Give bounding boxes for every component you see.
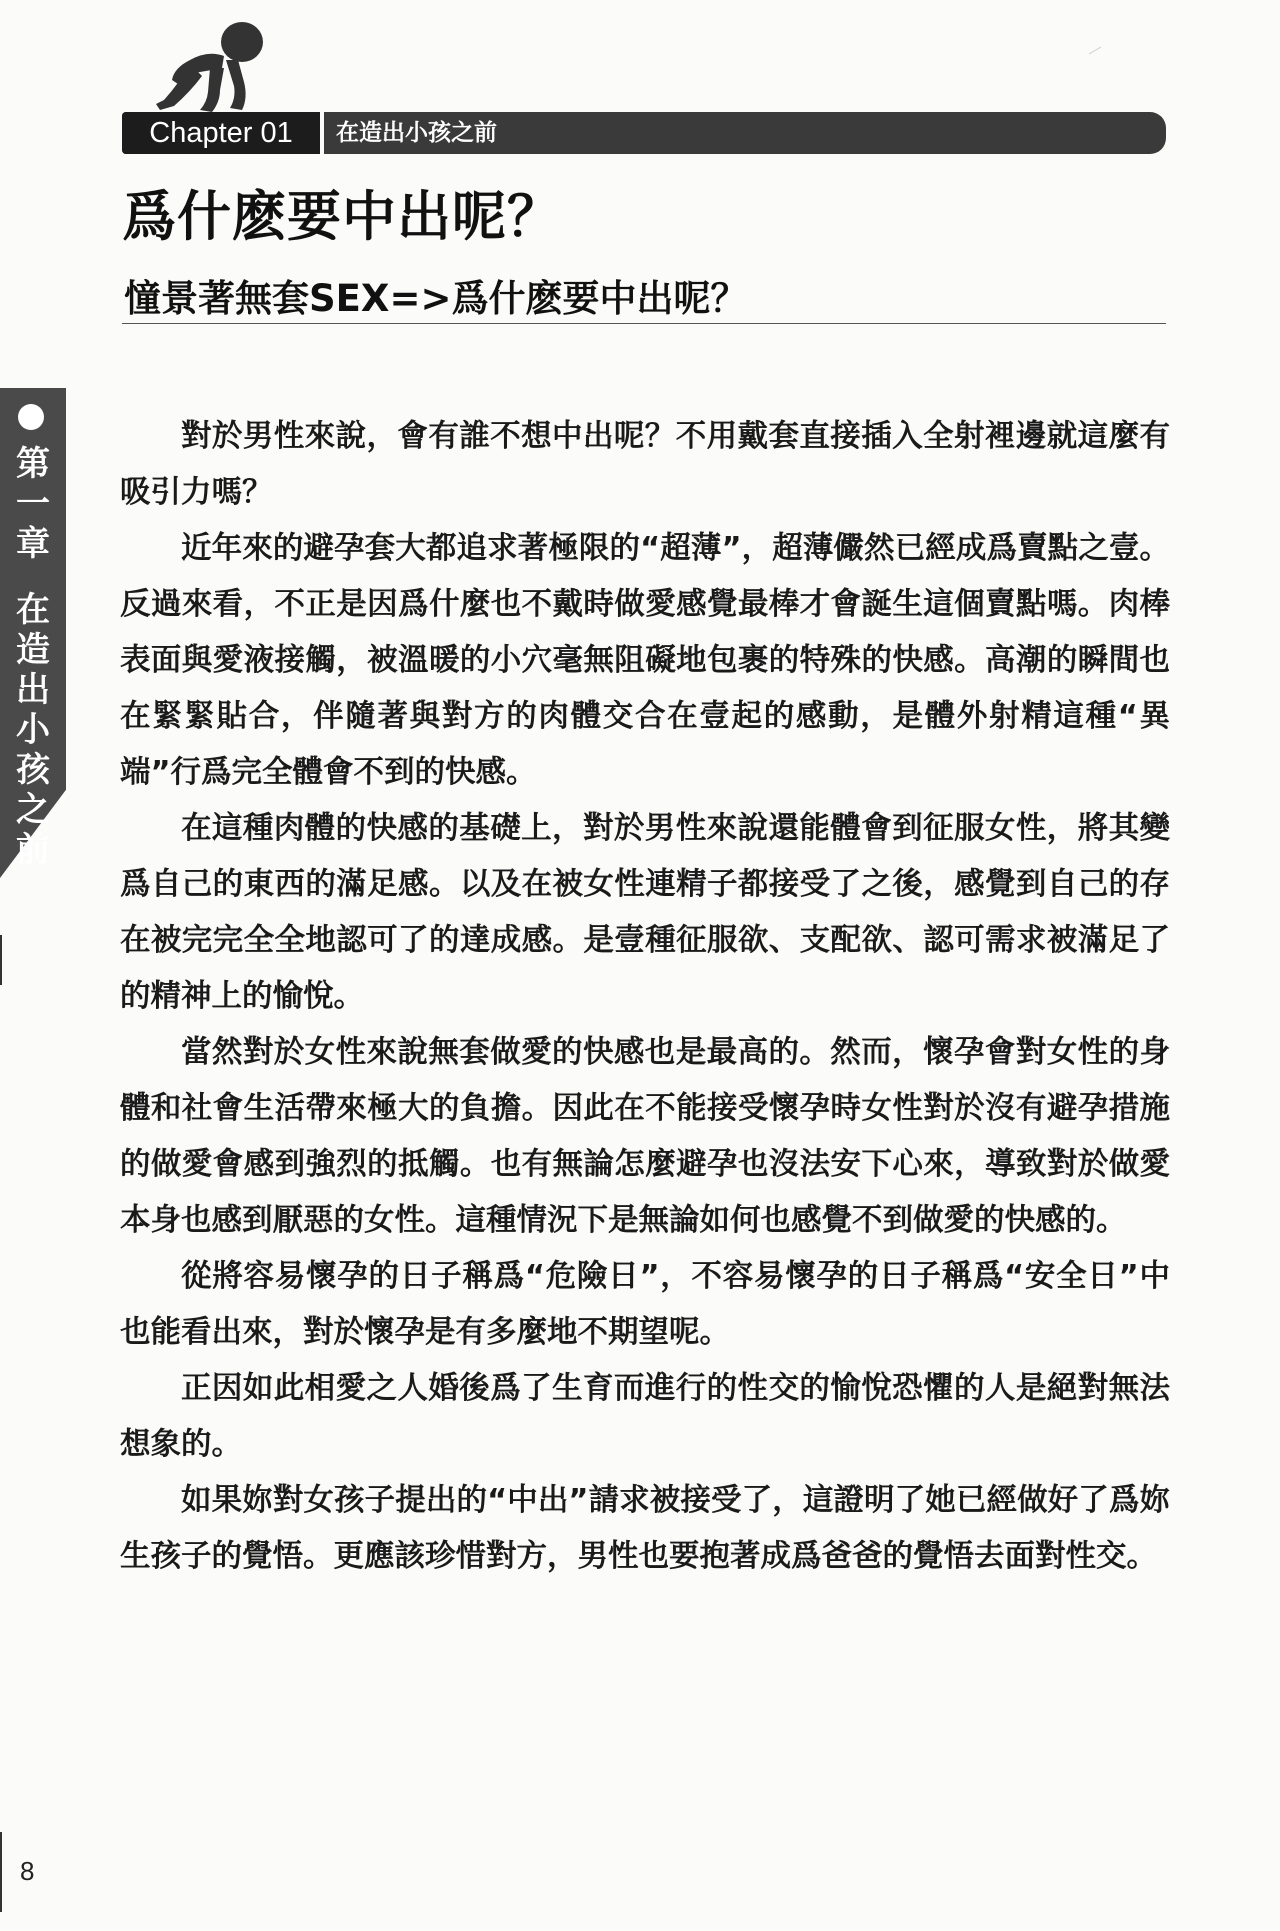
chapter-label: Chapter 01 [122,112,320,154]
paragraph: 近年來的避孕套大都追求著極限的“超薄”，超薄儼然已經成爲賣點之壹。反過來看，不正是因爲什麼也不戴時做愛感覺最棒才會誕生這個賣點嗎。肉棒表面與愛液接觸，被溫暖的小穴毫無阻礙地包裹的特殊的快感。高潮的瞬間也在緊緊貼合，伴隨著與對方的肉體交合在壹起的感動，是體外射精這種“異端”行爲完全體會不到的快感。 [120,531,1170,790]
page-edge-line [0,935,2,985]
side-char: 孩 [16,750,50,790]
side-char: 第 [16,444,50,484]
title-divider [122,323,1166,324]
chapter-header-bar [122,112,1166,154]
side-char: 前 [16,830,50,870]
paragraph: 在這種肉體的快感的基礎上，對於男性來說還能體會到征服女性，將其變爲自己的東西的滿足感。以及在被女性連精子都接受了之後，感覺到自己的存在被完完全全地認可了的達成感。是壹種征服欲、支配欲、認可需求被滿足了的精神上的愉悅。 [120,811,1170,1014]
side-char: 在 [16,590,50,630]
paragraph: 當然對於女性來說無套做愛的快感也是最高的。然而，懷孕會對女性的身體和社會生活帶來極大的負擔。因此在不能接受懷孕時女性對於沒有避孕措施的做愛會感到強烈的抵觸。也有無論怎麼避孕也沒法安下心來，導致對於做愛本身也感到厭惡的女性。這種情況下是無論如何也感覺不到做愛的快感的。 [120,1035,1170,1238]
page-title: 爲什麽要中出呢？ [122,185,562,248]
side-char: 造 [16,630,50,670]
bullet-dot-icon [18,404,44,430]
paragraph: 對於男性來說，會有誰不想中出呢？不用戴套直接插入全射裡邊就這麼有吸引力嗎？ [120,419,1170,510]
paragraph: 正因如此相愛之人婚後爲了生育而進行的性交的愉悅恐懼的人是絕對無法想象的。 [120,1371,1170,1462]
paragraph: 如果妳對女孩子提出的“中出”請求被接受了，這證明了她已經做好了爲妳生孩子的覺悟。更應該珍惜對方，男性也要抱著成爲爸爸的覺悟去面對性交。 [120,1483,1170,1574]
chapter-title: 在造出小孩之前 [336,120,497,146]
paragraph: 從將容易懷孕的日子稱爲“危險日”，不容易懷孕的日子稱爲“安全日”中也能看出來，對於懷孕是有多麼地不期望呢。 [120,1259,1170,1350]
crawling-baby-icon [150,20,270,115]
side-char: 之 [16,790,50,830]
chapter-separator [320,112,324,154]
side-char: 章 [16,524,50,564]
page-edge-line [0,1832,2,1912]
scan-mark [1089,47,1102,55]
side-char: 一 [16,484,50,524]
side-char: 小 [16,710,50,750]
page-subtitle: 憧景著無套SEX=>爲什麽要中出呢？ [124,277,748,320]
page-number: 8 [20,1856,35,1886]
side-char: 出 [16,670,50,710]
side-chapter-text [13,444,53,870]
body-text [120,409,1170,1585]
